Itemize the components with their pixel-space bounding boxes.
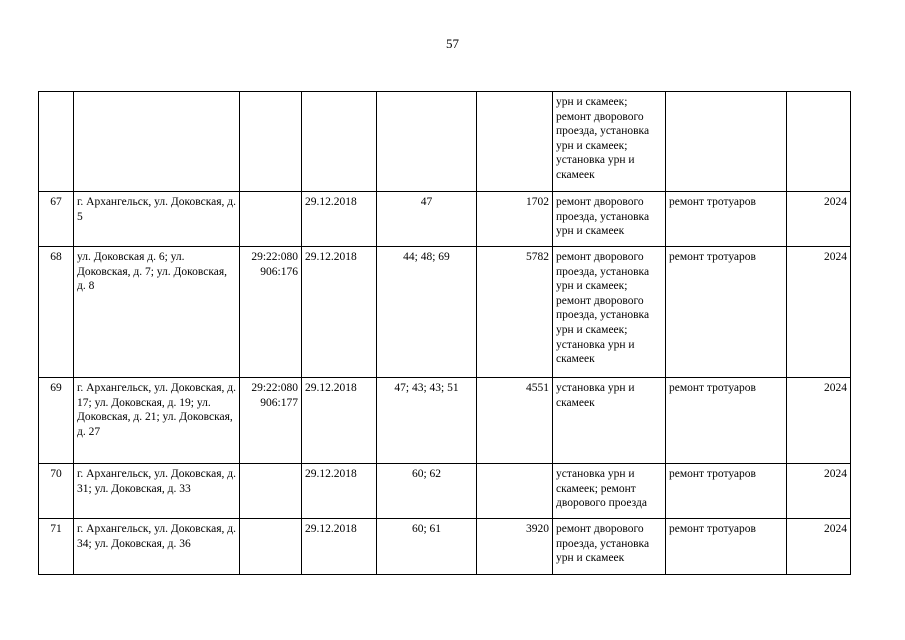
apartments-cell: 47 [377, 192, 477, 247]
table-row [39, 519, 851, 575]
table-row [39, 378, 851, 464]
date-cell: 29.12.2018 [302, 378, 377, 464]
year-cell: 2024 [787, 464, 851, 519]
address-cell: ул. Доковская д. 6; ул. Доковская, д. 7; ул. Доковская, д. 8 [74, 247, 240, 378]
address-cell: г. Архангельск, ул. Доковская, д. 5 [74, 192, 240, 247]
address-cell: г. Архангельск, ул. Доковская, д. 17; ул. Доковская, д. 19; ул. Доковская, д. 21; ул. Доковская, д. 27 [74, 378, 240, 464]
works-cell: ремонт дворового проезда, установка урн и скамеек [553, 519, 666, 575]
year-cell: 2024 [787, 247, 851, 378]
area-cell: 1702 [477, 192, 553, 247]
cadastral-cell: 29:22:080 906:176 [240, 247, 302, 378]
additional-works-cell: ремонт тротуаров [666, 378, 787, 464]
works-cell: установка урн и скамеек; ремонт дворового проезда [553, 464, 666, 519]
address-cell: г. Архангельск, ул. Доковская, д. 34; ул. Доковская, д. 36 [74, 519, 240, 575]
works-cell: установка урн и скамеек [553, 378, 666, 464]
area-cell: 4551 [477, 378, 553, 464]
year-cell [787, 92, 851, 192]
additional-works-cell: ремонт тротуаров [666, 464, 787, 519]
address-cell [74, 92, 240, 192]
cadastral-cell [240, 92, 302, 192]
works-cell: урн и скамеек; ремонт дворового проезда, установка урн и скамеек; установка урн и скамеек [553, 92, 666, 192]
additional-works-cell: ремонт тротуаров [666, 192, 787, 247]
area-cell [477, 464, 553, 519]
cadastral-cell [240, 519, 302, 575]
area-cell: 5782 [477, 247, 553, 378]
row-number: 70 [39, 464, 74, 519]
table-row [39, 247, 851, 378]
apartments-cell: 44; 48; 69 [377, 247, 477, 378]
row-number: 71 [39, 519, 74, 575]
year-cell: 2024 [787, 192, 851, 247]
table-row [39, 192, 851, 247]
area-cell: 3920 [477, 519, 553, 575]
table-row [39, 92, 851, 192]
table-row [39, 464, 851, 519]
row-number: 68 [39, 247, 74, 378]
date-cell [302, 92, 377, 192]
area-cell [477, 92, 553, 192]
cadastral-cell [240, 464, 302, 519]
additional-works-cell: ремонт тротуаров [666, 247, 787, 378]
apartments-cell: 60; 61 [377, 519, 477, 575]
works-cell: ремонт дворового проезда, установка урн и скамеек [553, 192, 666, 247]
date-cell: 29.12.2018 [302, 519, 377, 575]
address-cell: г. Архангельск, ул. Доковская, д. 31; ул. Доковская, д. 33 [74, 464, 240, 519]
row-number: 67 [39, 192, 74, 247]
improvement-table [38, 91, 851, 575]
date-cell: 29.12.2018 [302, 192, 377, 247]
year-cell: 2024 [787, 519, 851, 575]
row-number: 69 [39, 378, 74, 464]
date-cell: 29.12.2018 [302, 464, 377, 519]
year-cell: 2024 [787, 378, 851, 464]
cadastral-cell: 29:22:080 906:177 [240, 378, 302, 464]
page-number: 57 [446, 36, 459, 51]
date-cell: 29.12.2018 [302, 247, 377, 378]
apartments-cell: 47; 43; 43; 51 [377, 378, 477, 464]
row-number [39, 92, 74, 192]
works-cell: ремонт дворового проезда, установка урн и скамеек; ремонт дворового проезда, установка урн и скамеек; установка урн и скамеек [553, 247, 666, 378]
apartments-cell: 60; 62 [377, 464, 477, 519]
additional-works-cell: ремонт тротуаров [666, 519, 787, 575]
additional-works-cell [666, 92, 787, 192]
apartments-cell [377, 92, 477, 192]
cadastral-cell [240, 192, 302, 247]
